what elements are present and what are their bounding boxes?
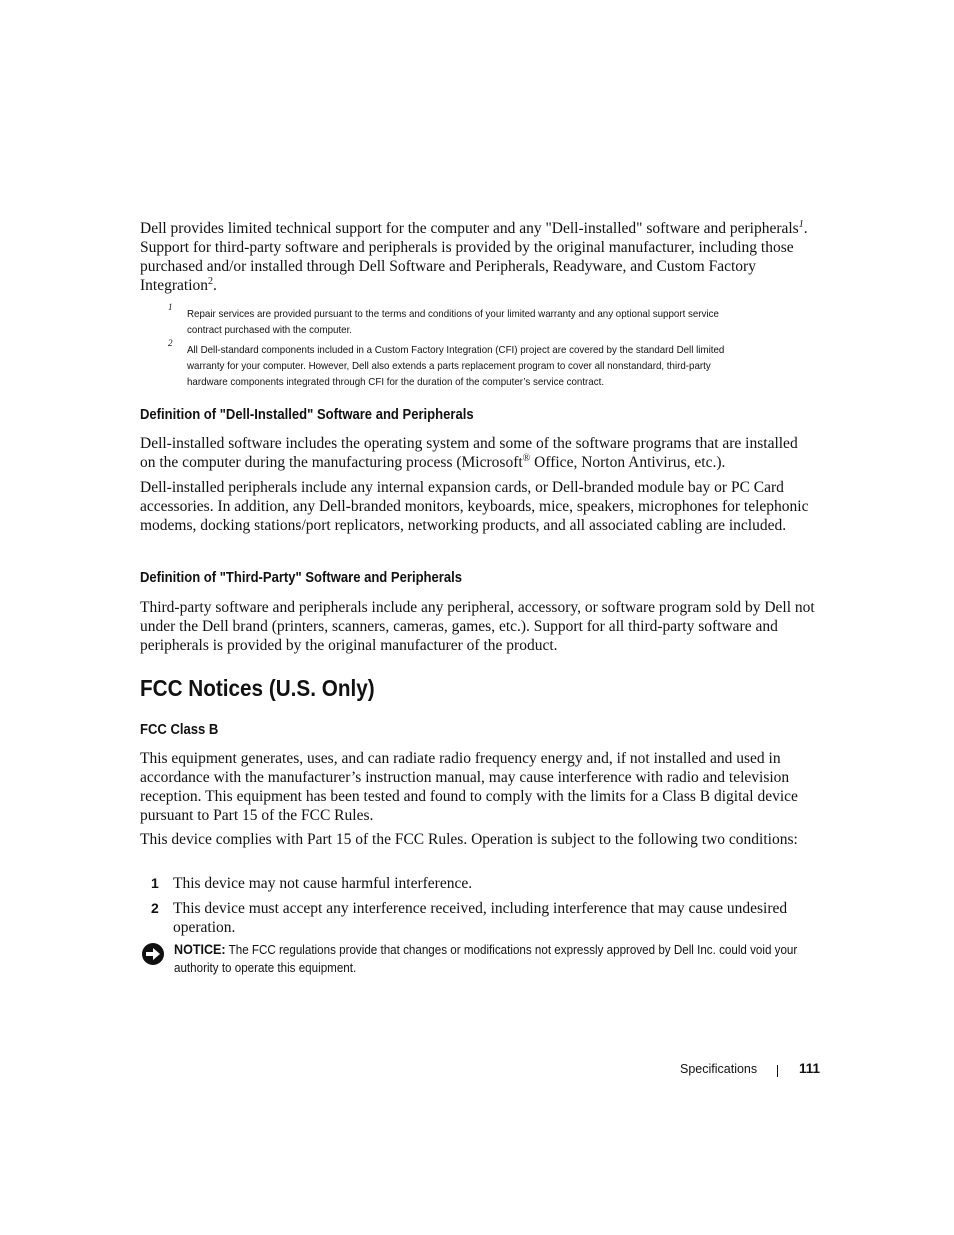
third-party-paragraph: Third-party software and peripherals include any peripheral, accessory, or software program sold by Dell not under the Dell brand (printers, scanners, cameras, games, etc.). Support for all third-party software and peripherals is provided by the original manufacturer of the product. xyxy=(140,599,815,654)
notice-body: The FCC regulations provide that changes or modifications not expressly approved by Dell Inc. could void your authority to operate this equipment. xyxy=(174,943,798,975)
list-number: 2 xyxy=(151,900,159,916)
registered-mark: ® xyxy=(522,452,531,464)
fcc-paragraph-1: This equipment generates, uses, and can radiate radio frequency energy and, if not installed and used in accordance with the manufacturer’s instruction manual, may cause interference with radio and television reception. This equipment has been tested and found to comply with the limits for a Class B digital device pursuant to Part 15 of the FCC Rules. xyxy=(140,750,798,824)
footnote-mark: 1 xyxy=(168,302,173,312)
notice-label: NOTICE: xyxy=(174,942,226,957)
fcc-paragraph-2: This device complies with Part 15 of the FCC Rules. Operation is subject to the following two conditions: xyxy=(140,831,798,848)
page-title-fcc-notices: FCC Notices (U.S. Only) xyxy=(140,675,375,701)
page-number: 111 xyxy=(799,1061,821,1076)
footnote-mark: 2 xyxy=(168,338,173,348)
dell-installed-paragraph-1: Dell-installed software includes the operating system and some of the software programs that are installed on the computer during the manufacturing process (Microsoft® Office, Norton Antivirus, etc.). xyxy=(140,435,798,471)
heading-fcc-class-b: FCC Class B xyxy=(140,722,219,738)
footnote-text: Repair services are provided pursuant to the terms and conditions of your limited warranty and any optional support service contract purchased with the computer. xyxy=(187,308,719,336)
intro-paragraph: Dell provides limited technical support for the computer and any "Dell-installed" software and peripherals$^1$. Support for third-party software and peripherals is provided by the original manufacturer, including those purchased and/or installed through Dell Software and Peripherals, Readyware, and Custom Factory Integration$^2$. xyxy=(140,218,808,294)
footer-divider xyxy=(777,1065,778,1077)
footnote-text: All Dell-standard components included in a Custom Factory Integration (CFI) project are covered by the standard Dell limited warranty for your computer. However, Dell also extends a parts replacement program to cover all nonstandard, third-party hardware components integrated through CFI for the duration of the computer’s service contract. xyxy=(187,344,725,388)
notice-text xyxy=(174,941,816,977)
arrow-right-icon xyxy=(142,943,164,965)
heading-third-party: Definition of "Third-Party" Software and Peripherals xyxy=(140,570,463,586)
list-text: This device must accept any interference received, including interference that may cause undesired operation. xyxy=(173,900,788,936)
list-text: This device may not cause harmful interference. xyxy=(173,875,473,892)
list-number: 1 xyxy=(151,875,159,891)
footnote-ref-1: 1 xyxy=(798,218,804,230)
heading-dell-installed: Definition of "Dell-Installed" Software and Peripherals xyxy=(140,407,474,423)
dell-installed-paragraph-2: Dell-installed peripherals include any internal expansion cards, or Dell-branded module bay or PC Card accessories. In addition, any Dell-branded monitors, keyboards, mice, speakers, microphones for telephonic modems, docking stations/port replicators, networking products, and all associated cabling are included. xyxy=(140,479,809,534)
footnote-ref-2: 2 xyxy=(208,275,214,287)
notice-arrow-icon xyxy=(142,943,164,965)
footer-section-name: Specifications xyxy=(680,1062,758,1076)
